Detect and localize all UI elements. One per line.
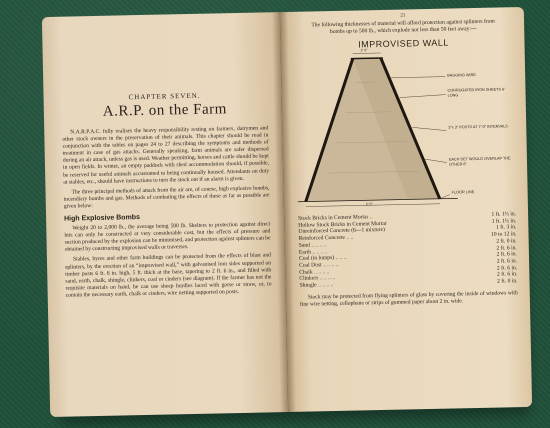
material-name-text: Sand — [298, 242, 310, 249]
leader-dots: .. .. .. .. — [317, 282, 334, 289]
material-name-text: Coal (in lumps) — [298, 255, 335, 262]
material-thickness: 1 ft. 1½ in. — [491, 217, 517, 225]
material-name-text: Hollow Stock Bricks in Cement Mortar — [298, 220, 387, 229]
corrugated-iron-label: CORRUGATED IRON SHEETS 6' LONG — [447, 87, 505, 98]
material-name-text: Unreinforced Concrete (6—1 mixture) — [298, 227, 385, 236]
material-name-text: Stock Bricks in Cement Mortar — [298, 214, 369, 222]
page-number: 21 — [400, 13, 406, 19]
material-thickness: 2 ft. 6 in. — [496, 251, 518, 258]
leader-dots: .. .. .. .. — [313, 268, 330, 276]
materials-table — [298, 211, 517, 289]
material-thickness: 2 ft. 6 in. — [496, 244, 517, 252]
material-name-text: Shingle — [299, 282, 317, 289]
section-heading: High Explosive Bombs — [64, 214, 141, 223]
intro-paragraph: N.A.R.P.A.C. fully realises the heavy responsibility resting on farmers, dairymen and other stock owners in the preservation of their animals. This chapter should be read in conjunction with the tables on pages 24 to 27 describing the symptoms and methods of treatment in case of gas attacks. Generally speaking, farm animals are safer dispersed during an air attack, unless gas is used. Weather permitting, horses and cattle should be kept in open fields. In winter, an empty paddock with shed accommodation should, if possible, be reserved for useful animals accustomed to being continually housed. Attendants on duty at stables, etc., should have instructions to turn the stock out if an alarm is given. — [62, 125, 270, 186]
bottom-dimension: 5' 0" — [365, 202, 373, 207]
material-thickness: 2 ft. 6 in. — [496, 258, 518, 265]
material-name-text: Coal Dust — [299, 262, 322, 269]
leader-dots: .. .. — [346, 234, 354, 241]
leader-dots: .. .. .. .. — [319, 275, 336, 282]
leader-dots: .. .. .. — [335, 254, 347, 262]
buildings-paragraph: Stables, byres and other farm buildings can be protected from the effects of blast and splinters, by the erection of an “improvised wall,” with galvanised iron sides supported on timber posts 6 ft. 6 in. high, 5 ft. thick at the base, tapering to 2 ft. 6 in., and filled with sand, earth, chalk, shingle, clinkers, coal or cinders (see diagram). If the farmer has not the requisite materials on hand, he can use sheep hurdles laced with gorse or straw, or, to contain the necessary earth, chalk or cinders, wire netting supported on posts. — [65, 252, 272, 299]
leader-dots: .. .. .. .. — [311, 241, 327, 249]
methods-paragraph: The three principal methods of attack from the air are, of course, high explosive bombs, incendiary bombs and gas. Methods of combating the effects of these as far as possible are given below: — [63, 185, 270, 210]
bagging-wire-label: BAGGING WIRE — [447, 72, 476, 78]
material-thickness: 2 ft. 6 in. — [496, 264, 518, 272]
top-dimension: 2' 6" — [360, 48, 368, 53]
leader-dots: .. .. .. .. — [322, 261, 339, 269]
top-dim-line — [353, 53, 381, 54]
leader-dots: .. .. .. .. — [312, 248, 328, 255]
material-name-text: Clinkers — [299, 275, 319, 283]
top-bar — [351, 58, 383, 59]
protection-intro: The following thicknesses of material will afford protection against splinters from bombs up to 500 lb., which explode not less than 50 feet away:— — [311, 18, 495, 36]
material-name-text: Chalk — [299, 269, 313, 276]
material-name-text: Earth — [298, 249, 312, 256]
material-thickness: 1 ft. 3 in. — [495, 224, 517, 232]
chapter-label: CHAPTER SEVEN. — [128, 91, 201, 102]
material-thickness: 10 to 12 in. — [490, 231, 517, 238]
overlap-label: EACH SET WOULD OVERLAP THE OTHER 6" — [448, 156, 511, 167]
open-booklet — [42, 7, 530, 417]
material-thickness: 2 ft. 0 in. — [497, 278, 518, 285]
diagram-title: IMPROVISED WALL — [358, 37, 449, 50]
material-thickness: 1 ft. 1½ in. — [491, 211, 517, 218]
right-page — [280, 7, 532, 412]
leader-dots: .. — [369, 214, 373, 221]
closing-paragraph: Stock may be protected from flying splinters of glass by covering the inside of windows with fine wire netting, cellophane or strips of gummed paper about 2 in. wide. — [299, 289, 518, 308]
left-page — [42, 12, 288, 417]
material-name-text: Reinforced Concrete — [298, 234, 346, 242]
posts-label: 3"x 3" POSTS AT 7'-0" INTERVALS — [448, 124, 508, 130]
improvised-wall-diagram — [295, 49, 516, 210]
material-thickness: 2 ft. 6 in. — [496, 271, 518, 278]
chapter-title: A.R.P. on the Farm — [102, 101, 228, 120]
floor-line-label: FLOOR LINE — [451, 190, 475, 195]
material-thickness: 2 ft. 0 in. — [496, 237, 517, 245]
bombs-paragraph: Weight 20 to 2,000 lb., the average being 500 lb. Shelters to protection against direct hits can only be constructed at very considerable cost, but the effects of pressure and suction produced by the explosion can be minimised, and protection against splinters can be obtained by constructing improvised walls or traverses. — [64, 221, 271, 253]
